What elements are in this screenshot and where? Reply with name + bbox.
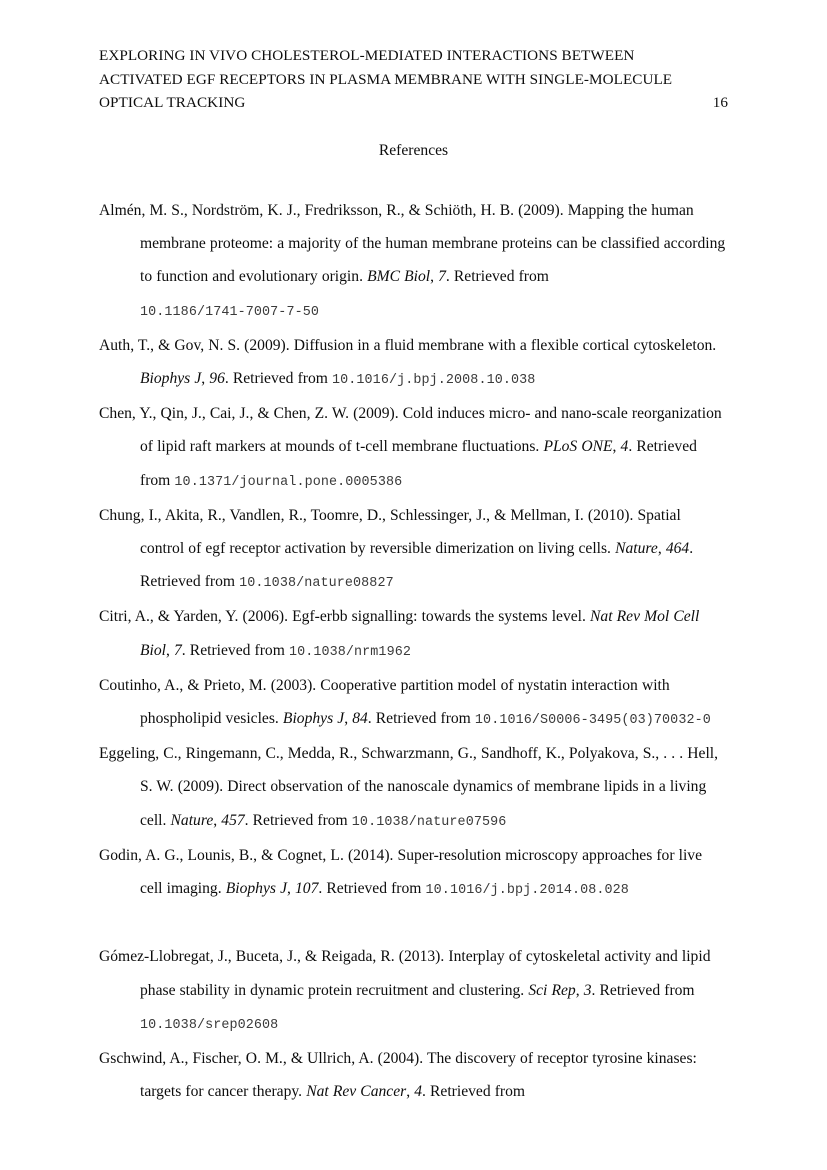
reference-list: [99, 194, 728, 1108]
reference-title: The discovery of receptor tyrosine kinases: targets for cancer therapy.: [140, 1050, 697, 1101]
reference-authors: Chung, I., Akita, R., Vandlen, R., Toomre, D., Schlessinger, J., & Mellman, I.: [99, 506, 584, 524]
reference-title: Cooperative partition model of nystatin interaction with phospholipid vesicles.: [140, 676, 670, 728]
reference-journal: Biophys J: [140, 370, 202, 388]
references-heading: References: [378, 142, 449, 159]
reference-doi[interactable]: 10.1016/S0006-3495(03)70032-0: [474, 713, 711, 729]
reference-entry: Gómez-Llobregat, J., Buceta, J., & Reigada, R. (2013). Interplay of cytoskeletal activity and lipid phase stability in dynamic protein recruitment and clustering. Sci Rep, 3. Retrieved from 10.1038/srep02608: [99, 948, 711, 1033]
reference-year: (2004).: [377, 1050, 424, 1068]
reference-year: (2006).: [242, 608, 289, 626]
reference-year: (2009).: [353, 405, 399, 423]
reference-volume: 4: [620, 438, 629, 456]
reference-authors: Gómez-Llobregat, J., Buceta, J., & Reigada, R.: [99, 948, 395, 966]
reference-volume: 4: [414, 1083, 423, 1101]
reference-doi[interactable]: 10.1186/1741-7007-7-50: [140, 304, 319, 320]
reference-retrieved-label: Retrieved from: [140, 438, 697, 489]
reference-volume: 3: [583, 981, 592, 999]
reference-entry: Eggeling, C., Ringemann, C., Medda, R., Schwarzmann, G., Sandhoff, K., Polyakova, S., . . . Hell, S. W. (2009). Direct observation of the nanoscale dynamics of membrane lipids in a living cell. Nature, 457. Retrieved from 10.1038/nature07596: [99, 745, 719, 830]
running-head-line-1: EXPLORING IN VIVO CHOLESTEROL-MEDIATED INTERACTIONS BETWEEN: [99, 47, 635, 64]
reference-authors: Almén, M. S., Nordström, K. J., Fredriksson, R., & Schiöth, H. B.: [99, 202, 515, 219]
reference-journal: PLoS ONE: [543, 438, 613, 456]
reference-title: Mapping the human membrane proteome: a majority of the human membrane proteins can be classified according to function and evolutionary origin.: [140, 202, 726, 286]
reference-entry: Chung, I., Akita, R., Vandlen, R., Toomre, D., Schlessinger, J., & Mellman, I. (2010). Spatial control of egf receptor activation by reversible dimerization on living cells. Nature, 464. Retrieved from 10.1038/nature08827: [99, 506, 694, 592]
reference-title: Interplay of cytoskeletal activity and lipid phase stability in dynamic protein recruitment and clustering.: [140, 948, 711, 999]
reference-year: (2010).: [587, 506, 634, 524]
reference-title: Cold induces micro- and nano-scale reorganization of lipid raft markers at mounds of t-cell membrane fluctuations.: [140, 405, 722, 456]
reference-volume: 96: [209, 370, 225, 388]
running-head-line-3-row: [99, 91, 728, 115]
reference-volume: 464: [665, 540, 690, 558]
reference-title: Super-resolution microscopy approaches for live cell imaging.: [140, 846, 703, 898]
reference-doi[interactable]: 10.1371/journal.pone.0005386: [174, 474, 403, 490]
reference-journal: Nat Rev Mol Cell Biol: [140, 608, 700, 659]
reference-journal: Nature: [170, 811, 214, 829]
reference-doi[interactable]: 10.1016/j.bpj.2008.10.038: [332, 373, 536, 389]
reference-authors: Chen, Y., Qin, J., Cai, J., & Chen, Z. W.: [99, 405, 350, 423]
reference-doi[interactable]: 10.1038/nature07596: [351, 814, 507, 830]
reference-journal: Sci Rep: [528, 981, 576, 999]
reference-entry: Coutinho, A., & Prieto, M. (2003). Cooperative partition model of nystatin interaction with phospholipid vesicles. Biophys J, 84. Retrieved from 10.1016/S0006-3495(03)70032-0: [99, 676, 711, 729]
page-number: 16: [712, 94, 728, 111]
reference-entry: Auth, T., & Gov, N. S. (2009). Diffusion in a fluid membrane with a flexible cortical cytoskeleton. Biophys J, 96. Retrieved from 10.1016/j.bpj.2008.10.038: [99, 336, 717, 389]
reference-retrieved-label: Retrieved from: [599, 981, 695, 999]
reference-retrieved-label: Retrieved from: [326, 880, 422, 898]
reference-entry: Almén, M. S., Nordström, K. J., Fredriksson, R., & Schiöth, H. B. (2009). Mapping the human membrane proteome: a majority of the human membrane proteins can be classified according to function and evolutionary origin. BMC Biol, 7. Retrieved from 10.1186/1741-7007-7-50: [99, 202, 726, 320]
reference-year: (2003).: [270, 676, 317, 694]
reference-authors: Godin, A. G., Lounis, B., & Cognet, L.: [99, 846, 344, 864]
running-head-line-3: OPTICAL TRACKING: [99, 94, 246, 111]
reference-volume: 7: [174, 641, 182, 659]
reference-journal: Biophys J: [282, 710, 345, 728]
reference-journal: Nat Rev Cancer: [306, 1083, 407, 1101]
reference-doi[interactable]: 10.1038/srep02608: [140, 1017, 279, 1033]
reference-year: (2013).: [398, 948, 445, 966]
reference-entry: Godin, A. G., Lounis, B., & Cognet, L. (2014). Super-resolution microscopy approaches for live cell imaging. Biophys J, 107. Retrieved from 10.1016/j.bpj.2014.08.028: [99, 846, 703, 899]
reference-authors: Auth, T., & Gov, N. S.: [99, 336, 241, 354]
reference-year: (2009).: [244, 336, 290, 354]
running-head-line-2: ACTIVATED EGF RECEPTORS IN PLASMA MEMBRANE WITH SINGLE-MOLECULE: [99, 70, 673, 88]
reference-journal: BMC Biol: [367, 268, 431, 286]
reference-journal: Nature: [615, 540, 658, 558]
reference-entry: Gschwind, A., Fischer, O. M., & Ullrich, A. (2004). The discovery of receptor tyrosine kinases: targets for cancer therapy. Nat Rev Cancer, 4. Retrieved from: [99, 1050, 697, 1101]
reference-authors: Gschwind, A., Fischer, O. M., & Ullrich, A.: [99, 1050, 374, 1068]
reference-year: (2014).: [347, 846, 394, 864]
reference-retrieved-label: Retrieved from: [430, 1083, 526, 1101]
reference-volume: 457: [221, 811, 245, 829]
reference-authors: Eggeling, C., Ringemann, C., Medda, R., Schwarzmann, G., Sandhoff, K., Polyakova, S., . . . Hell, S. W.: [99, 745, 719, 796]
reference-retrieved-label: Retrieved from: [453, 268, 549, 286]
reference-doi[interactable]: 10.1038/nature08827: [239, 576, 394, 592]
reference-retrieved-label: Retrieved from: [375, 710, 471, 728]
reference-year: (2009).: [177, 778, 224, 796]
reference-doi[interactable]: 10.1016/j.bpj.2014.08.028: [425, 883, 629, 899]
reference-authors: Citri, A., & Yarden, Y.: [99, 608, 239, 626]
reference-title: Egf-erbb signalling: towards the systems level.: [292, 608, 586, 626]
reference-year: (2009).: [518, 202, 564, 219]
reference-retrieved-label: Retrieved from: [252, 811, 348, 829]
reference-volume: 107: [295, 880, 319, 898]
reference-doi[interactable]: 10.1038/nrm1962: [288, 644, 411, 660]
running-head: [99, 44, 728, 115]
reference-authors: Coutinho, A., & Prieto, M.: [99, 676, 267, 694]
reference-retrieved-label: Retrieved from: [189, 641, 285, 659]
reference-volume: 84: [352, 710, 368, 728]
reference-title: Spatial control of egf receptor activation by reversible dimerization on living cells.: [140, 506, 681, 558]
reference-title: Diffusion in a fluid membrane with a flexible cortical cytoskeleton.: [293, 336, 717, 354]
reference-journal: Biophys J: [225, 880, 287, 898]
reference-retrieved-label: Retrieved from: [140, 573, 236, 591]
reference-entry: Chen, Y., Qin, J., Cai, J., & Chen, Z. W. (2009). Cold induces micro- and nano-scale reorganization of lipid raft markers at mounds of t-cell membrane fluctuations. PLoS ONE, 4. Retrieved from 10.1371/journal.pone.0005386: [99, 405, 722, 490]
reference-volume: 7: [438, 268, 446, 286]
reference-entry: Citri, A., & Yarden, Y. (2006). Egf-erbb signalling: towards the systems level. Nat Rev Mol Cell Biol, 7. Retrieved from 10.1038/nrm1962: [99, 608, 700, 660]
reference-title: Direct observation of the nanoscale dynamics of membrane lipids in a living cell.: [140, 778, 707, 829]
reference-retrieved-label: Retrieved from: [232, 370, 328, 388]
